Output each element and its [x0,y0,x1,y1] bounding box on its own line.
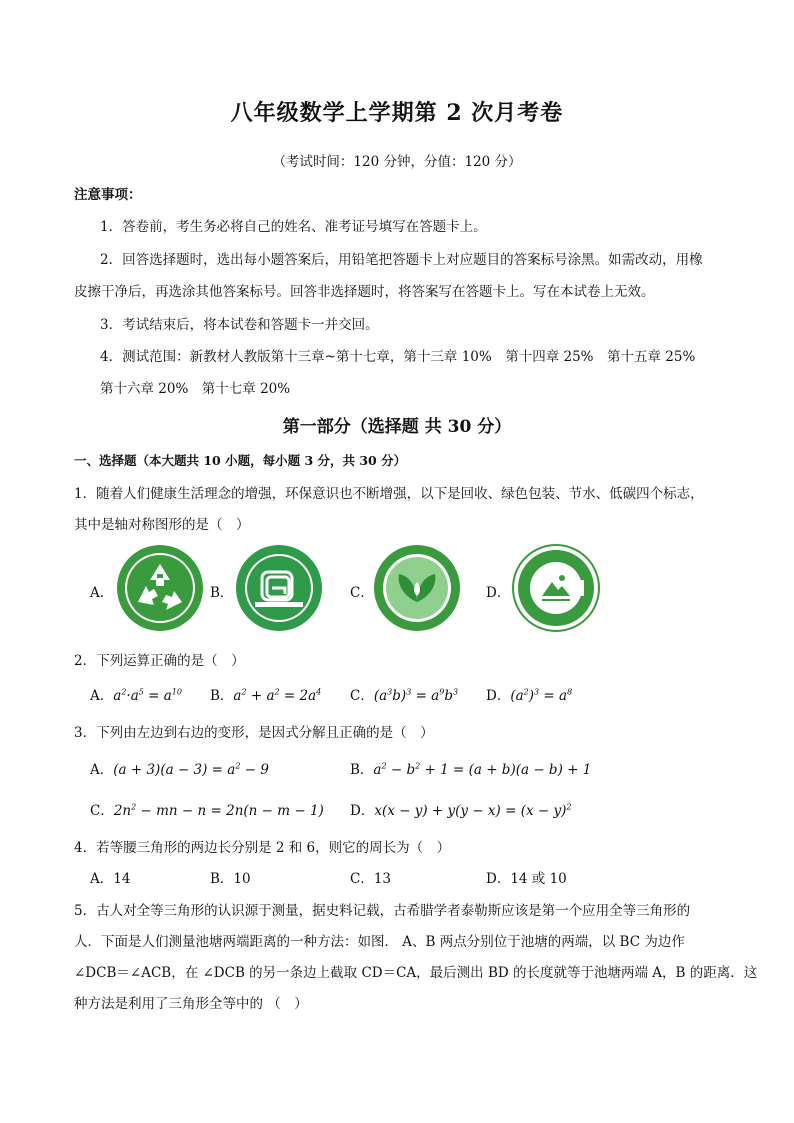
low-carbon-icon [512,544,600,636]
q2-option-d-label: D． [486,688,511,704]
q4-option-d: D．14 或 10 [486,871,567,887]
q5-stem-line3: ∠DCB＝∠ACB，在 ∠DCB 的另一条边上截取 CD＝CA，最后测出 BD 的长度就等于池塘两端 A，B 的距离．这 [74,965,758,981]
notice-heading: 注意事项： [74,187,142,203]
q1-option-b-label: B． [210,585,234,601]
exam-info: （考试时间：120 分钟，分值：120 分） [272,154,522,170]
q3-stem: 3．下列由左边到右边的变形，是因式分解且正确的是（ ） [74,725,434,741]
q2-option-c: C．$(a^3b)^3 = a^9b^3$ [350,687,459,704]
notice-item-4b: 第十六章 20% 第十七章 20% [100,381,291,397]
q4-option-c: C．13 [350,871,392,887]
q3-option-b-label: B． [350,762,374,778]
q3-option-c-label: C． [90,803,114,819]
section-one-heading: 一、选择题（本大题共 10 小题，每小题 3 分，共 30 分） [74,453,407,468]
q3-option-a-label: A． [90,762,114,778]
q2-option-a-label: A． [90,688,114,704]
q3-option-b: B．$a^2 - b^2 + 1 = (a + b)(a - b) + 1$ [350,761,592,778]
q1-option-a-label: A． [90,585,114,601]
q5-stem-line4: 种方法是利用了三角形全等中的 （ ） [74,996,308,1012]
q2-option-d: D．$(a^2)^3 = a^8$ [486,687,573,704]
notice-item-3: 3．考试结束后，将本试卷和答题卡一并交回。 [100,317,379,333]
water-saving-icon [373,544,461,636]
notice-item-2b: 皮擦干净后，再选涂其他答案标号。回答非选择题时，将答案写在答题卡上。写在本试卷上无效。 [74,284,655,300]
notice-item-4a: 4．测试范围：新教材人教版第十三章~第十七章，第十三章 10% 第十四章 25% 第十五章 25% [100,349,696,365]
q1-stem-line1: 1．随着人们健康生活理念的增强，环保意识也不断增强，以下是回收、绿色包装、节水、低碳四个标志， [74,486,704,502]
q3-option-a: A．$(a + 3)(a - 3) = a^2 - 9$ [90,761,269,778]
q1-option-c-label: C． [350,585,374,601]
q5-stem-line2: 人．下面是人们测量池塘两端距离的一种方法：如图． A、B 两点分别位于池塘的两端，以 BC 为边作 [74,934,685,950]
q2-option-a: A．$a^2\cdot a^5 = a^{10}$ [90,687,182,704]
notice-item-2a: 2．回答选择题时，选出每小题答案后，用铅笔把答题卡上对应题目的答案标号涂黑。如需改动，用橡 [100,252,703,268]
q1-option-d-label: D． [486,585,511,601]
q3-option-d: D．$x(x - y) + y(y - x) = (x - y)^2$ [350,802,572,819]
q1-stem-line2: 其中是轴对称图形的是（ ） [74,517,250,533]
notice-item-1: 1．答卷前，考生务必将自己的姓名、准考证号填写在答题卡上。 [100,219,487,235]
q2-stem: 2．下列运算正确的是（ ） [74,653,245,669]
q3-option-d-label: D． [350,803,375,819]
recycle-icon [116,544,204,636]
q3-option-c: C．$2n^2$ − mn − n = 2n(n − m − 1) [90,802,324,819]
q5-stem-line1: 5．古人对全等三角形的认识源于测量，据史料记载，古希腊学者泰勒斯应该是第一个应用全等三角形的 [74,903,691,919]
part-one-title: 第一部分（选择题 共 30 分） [282,417,512,437]
q2-option-b-label: B． [210,688,234,704]
green-package-icon [235,544,323,636]
q4-option-b: B．10 [210,871,251,887]
q4-stem: 4．若等腰三角形的两边长分别是 2 和 6，则它的周长为（ ） [74,840,451,856]
q4-option-a: A．14 [90,871,131,887]
q2-option-b: B．$a^2 + a^2 = 2a^4$ [210,687,322,704]
page-title: 八年级数学上学期第 2 次月考卷 [230,100,564,126]
q2-option-c-label: C． [350,688,374,704]
